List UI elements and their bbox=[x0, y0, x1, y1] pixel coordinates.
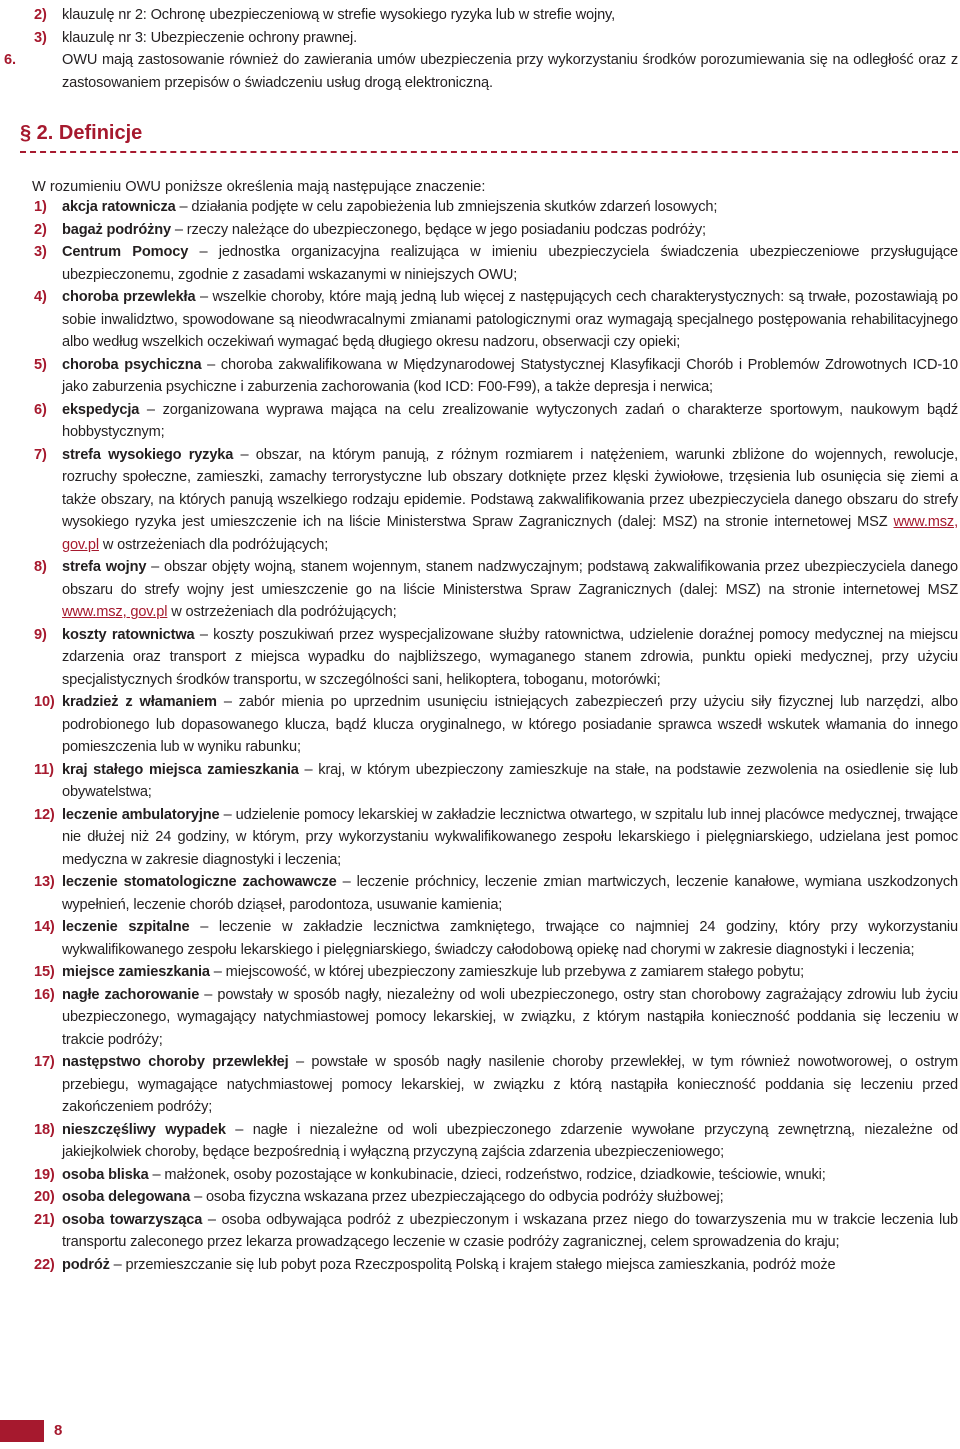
definition-text: – powstały w sposób nagły, niezależny od woli ubezpieczonego, ostry stan chorobowy zagrażający zdrowiu lub życiu ubezpieczonego, wymagający natychmiastowej pomocy lekarskiej, w związku, z którym nastąpiła konieczność poddania się leczeniu w trakcie podróży; bbox=[62, 986, 959, 1048]
definitions-list bbox=[0, 196, 958, 1276]
definition-item bbox=[0, 691, 958, 759]
item-text: OWU mają zastosowanie również do zawierania umów ubezpieczenia przy wykorzystaniu środków porozumiewania się na odległość oraz z zastosowaniem przepisów o świadczeniu usług drogą elektroniczną. bbox=[62, 52, 958, 91]
definition-number: 12) bbox=[34, 806, 55, 823]
definition-item bbox=[0, 354, 958, 399]
definition-term: osoba bliska bbox=[62, 1166, 149, 1183]
definition-number: 3) bbox=[34, 244, 47, 260]
definition-term: strefa wojny bbox=[62, 559, 147, 575]
definition-number: 5) bbox=[34, 356, 47, 373]
item-number: 2) bbox=[34, 7, 47, 23]
definition-number: 15) bbox=[34, 964, 55, 980]
definition-text: – choroba zakwalifikowana w Międzynarodowej Statystycznej Klasyfikacji Chorób i Problemów Zdrowotnych ICD-10 jako zaburzenia psychiczne i zaburzenia zachorowania (kod ICD: F00-F99), a także depresja i nerwica; bbox=[62, 356, 958, 395]
intro-text: W rozumieniu OWU poniższe określenia mają następujące znaczenie: bbox=[32, 179, 486, 195]
definition-item bbox=[0, 444, 958, 557]
definition-number: 4) bbox=[34, 289, 47, 305]
definition-text: – nagłe i niezależne od woli ubezpieczonego zdarzenie wywołane przyczyną zewnętrzną, niezależne od jakiejkolwiek choroby, będące bezpośrednią i wyłączną przyczyną zajścia zdarzenia ubezpieczeniowego; bbox=[62, 1121, 958, 1160]
definition-text-tail: w ostrzeżeniach dla podróżujących; bbox=[167, 604, 397, 620]
definition-term: kradzież z włamaniem bbox=[62, 694, 217, 710]
definition-text: – leczenie w zakładzie lecznictwa zamkniętego, trwające co najmniej 24 godziny, który przy wykorzystaniu wykwalifikowanego zespołu lekarskiego i pielęgniarskiego, świadczy całodobową opiekę nad chorymi w zakresie diagnostyki i leczenia; bbox=[62, 919, 958, 958]
definition-term: leczenie ambulatoryjne bbox=[62, 806, 220, 823]
definition-item bbox=[0, 624, 958, 692]
definition-number: 8) bbox=[34, 559, 47, 575]
definition-number: 16) bbox=[34, 986, 55, 1003]
definition-number: 20) bbox=[34, 1189, 55, 1205]
definition-text: – jednostka organizacyjna realizująca w imieniu ubezpieczyciela świadczenia ubezpieczeniowe przysługujące ubezpieczonemu, zgodnie z zasadami wskazanymi w niniejszych OWU; bbox=[62, 244, 958, 283]
definition-term: koszty ratownictwa bbox=[62, 626, 195, 643]
definition-item bbox=[0, 1119, 958, 1164]
list-item bbox=[0, 4, 958, 27]
definition-term: miejsce zamieszkania bbox=[62, 964, 210, 980]
definition-text: – leczenie próchnicy, leczenie zmian martwiczych, leczenie kanałowe, wymiana uszkodzonych wypełnień, leczenie chorób dziąseł, parodontoza, usuwanie kamienia; bbox=[62, 874, 958, 913]
definition-term: Centrum Pomocy bbox=[62, 244, 189, 260]
definition-item bbox=[0, 984, 958, 1052]
section-heading-wrap bbox=[20, 120, 958, 146]
definition-text: – koszty poszukiwań przez wyspecjalizowane służby ratownictwa, udzielenie doraźnej pomocy medycznej na miejscu zdarzenia oraz transport z miejsca wypadku do najbliższego, wymaganego stanem zdrowia, punktu opieki medycznej, przy użyciu specjalistycznych środków transportu, w szczególności sani, helikoptera, toboganu, motorówki; bbox=[62, 626, 958, 688]
definition-term: strefa wysokiego ryzyka bbox=[62, 446, 234, 463]
list-item bbox=[0, 27, 958, 50]
definition-number: 22) bbox=[34, 1256, 55, 1273]
definition-text: – kraj, w którym ubezpieczony zamieszkuje na stałe, na podstawie zezwolenia na osiedlenie się lub obywatelstwa; bbox=[62, 761, 958, 800]
definition-term: następstwo choroby przewlekłej bbox=[62, 1054, 289, 1070]
definition-number: 6) bbox=[34, 401, 47, 418]
definition-item bbox=[0, 1254, 958, 1277]
definition-number: 1) bbox=[34, 199, 47, 215]
msz-website-link[interactable]: www.msz, gov.pl bbox=[62, 514, 958, 553]
definition-term: ekspedycja bbox=[62, 401, 140, 418]
definition-item bbox=[0, 1164, 958, 1187]
definition-number: 19) bbox=[34, 1166, 55, 1183]
item-text: klauzulę nr 2: Ochronę ubezpieczeniową w strefie wysokiego ryzyka lub w strefie wojny, bbox=[62, 7, 615, 23]
definition-number: 18) bbox=[34, 1121, 55, 1138]
definition-text: – rzeczy należące do ubezpieczonego, będące w jego posiadaniu podczas podróży; bbox=[170, 221, 706, 238]
section-heading: § 2. Definicje bbox=[20, 122, 143, 144]
definition-text: – przemieszczanie się lub pobyt poza Rzeczpospolitą Polską i krajem stałego miejsca zamieszkania, podróż może bbox=[109, 1256, 836, 1273]
definition-term: leczenie szpitalne bbox=[62, 919, 190, 935]
definition-text: – miejscowość, w której ubezpieczony zamieszkuje lub przebywa z zamiarem stałego pobytu; bbox=[209, 964, 805, 980]
definition-item bbox=[0, 1186, 958, 1209]
definition-term: choroba przewlekła bbox=[62, 289, 196, 305]
definition-item bbox=[0, 1051, 958, 1119]
definition-term: nieszczęśliwy wypadek bbox=[62, 1121, 226, 1138]
definition-item bbox=[0, 759, 958, 804]
definition-number: 9) bbox=[34, 626, 47, 643]
definition-item bbox=[0, 196, 958, 219]
definition-term: osoba delegowana bbox=[62, 1189, 191, 1205]
definition-text-tail: w ostrzeżeniach dla podróżujących; bbox=[98, 536, 329, 553]
definition-number: 7) bbox=[34, 446, 47, 463]
definition-number: 21) bbox=[34, 1211, 55, 1228]
definition-number: 13) bbox=[34, 874, 55, 890]
definition-item bbox=[0, 556, 958, 624]
definition-text: – obszar objęty wojną, stanem wojennym, stanem nadzwyczajnym; podstawą zakwalifikowania przez ubezpieczyciela danego obszaru do strefy wojny jest umieszczenie go na liście Ministerstwa Spraw Zagranicznych (dalej: MSZ) na stronie internetowej MSZ bbox=[62, 559, 958, 598]
definition-item bbox=[0, 219, 958, 242]
definition-number: 10) bbox=[34, 694, 55, 710]
definition-term: choroba psychiczna bbox=[62, 356, 202, 373]
definition-item bbox=[0, 804, 958, 872]
definition-term: leczenie stomatologiczne zachowawcze bbox=[62, 874, 337, 890]
dashed-divider bbox=[20, 151, 958, 153]
definition-term: podróż bbox=[62, 1256, 110, 1273]
definition-item bbox=[0, 916, 958, 961]
definition-term: akcja ratownicza bbox=[62, 199, 176, 215]
definition-item bbox=[0, 1209, 958, 1254]
definition-text: – osoba fizyczna wskazana przez ubezpieczającego do odbycia podróży służbowej; bbox=[190, 1189, 724, 1205]
item-text: klauzulę nr 3: Ubezpieczenie ochrony prawnej. bbox=[62, 29, 358, 46]
definition-text: – zabór mienia po uprzednim usunięciu istniejących zabezpieczeń przy użyciu siły fizycznej lub narzędzi, albo podrobionego lub dopasowanego klucza, bądź klucza oryginalnego, w którego posiadanie sprawca wszedł wskutek włamania do innego pomieszczenia lub w wyniku rabunku; bbox=[62, 694, 958, 755]
definition-text: – osoba odbywająca podróż z ubezpieczonym i wskazana przez niego do towarzyszenia mu w trakcie leczenia lub transportu zaleconego przez lekarza prowadzącego leczenie w czasie podróży zagranicznej, celem sprowadzenia do kraju; bbox=[62, 1211, 958, 1250]
definition-term: osoba towarzysząca bbox=[62, 1211, 203, 1228]
definition-term: bagaż podróżny bbox=[62, 221, 171, 238]
item-number: 6. bbox=[4, 52, 16, 68]
definition-term: nagłe zachorowanie bbox=[62, 986, 200, 1003]
definition-item bbox=[0, 241, 958, 286]
definition-text: – zorganizowana wyprawa mająca na celu zrealizowanie wytyczonych zadań o charakterze sportowym, naukowym bądź hobbystycznym; bbox=[62, 401, 958, 440]
list-item bbox=[0, 49, 958, 94]
definition-number: 2) bbox=[34, 221, 47, 238]
definition-number: 11) bbox=[34, 761, 54, 778]
msz-website-link[interactable]: www.msz, gov.pl bbox=[62, 604, 168, 620]
page-accent-bar bbox=[0, 1420, 44, 1442]
definition-text: – udzielenie pomocy lekarskiej w zakładzie lecznictwa otwartego, w szpitalu lub innej placówce medycznej, trwające nie dłużej niż 24 godziny, w którym, przy wykorzystaniu wykwalifikowanego zespołu lekarskiego i pielęgniarskiego, udzielana jest pomoc medyczna w zakresie diagnostyki i leczenia; bbox=[62, 806, 959, 868]
definition-item bbox=[0, 961, 958, 984]
definition-text: – obszar, na którym panują, z różnym rozmiarem i natężeniem, warunki zbliżone do wojennych, rewolucje, rozruchy społeczne, zamieszki, zamachy terrorystyczne lub obszary dotknięte przez klęski żywiołowe, trzęsienia lub osunięcia się ziemi a także obszary, na których panują wszelkiego rodzaju epidemie. Podstawą zakwalifikowania przez ubezpieczyciela danego obszaru do strefy wysokiego ryzyka jest umieszczenie ich na liście Ministerstwa Spraw Zagranicznych (dalej: MSZ) na stronie internetowej MSZ bbox=[62, 446, 958, 530]
item-number: 3) bbox=[34, 29, 47, 46]
definition-item bbox=[0, 399, 958, 444]
page-number: 8 bbox=[54, 1422, 63, 1439]
definition-number: 14) bbox=[34, 919, 55, 935]
definition-number: 17) bbox=[34, 1054, 55, 1070]
definition-text: – małżonek, osoby pozostające w konkubinacie, dzieci, rodzeństwo, rodzice, dziadkowie, teściowie, wnuki; bbox=[148, 1166, 826, 1183]
definition-text: – działania podjęte w celu zapobieżenia lub zmniejszenia skutków zdarzeń losowych; bbox=[175, 199, 718, 215]
top-list bbox=[0, 4, 958, 94]
definition-item bbox=[0, 871, 958, 916]
definition-item bbox=[0, 286, 958, 354]
definition-text: – powstałe w sposób nagły nasilenie choroby przewlekłej, w tym również nowotworowej, o ostrym przebiegu, wymagające natychmiastowej pomocy lekarskiej, w związku z którą nastąpiła konieczność poddania się leczeniu przed zakończeniem podróży; bbox=[62, 1054, 958, 1115]
definition-text: – wszelkie choroby, które mają jedną lub więcej z następujących cech charakterystycznych: są trwałe, pozostawiają po sobie inwalidztwo, spowodowane są nieodwracalnymi zmianami patologicznymi oraz wymagają specjalnego postępowania rehabilitacyjnego albo według wszelkich oczekiwań wymagać będą długiego okresu nadzoru, obserwacji czy opieki; bbox=[62, 289, 958, 350]
definition-term: kraj stałego miejsca zamieszkania bbox=[62, 761, 299, 778]
